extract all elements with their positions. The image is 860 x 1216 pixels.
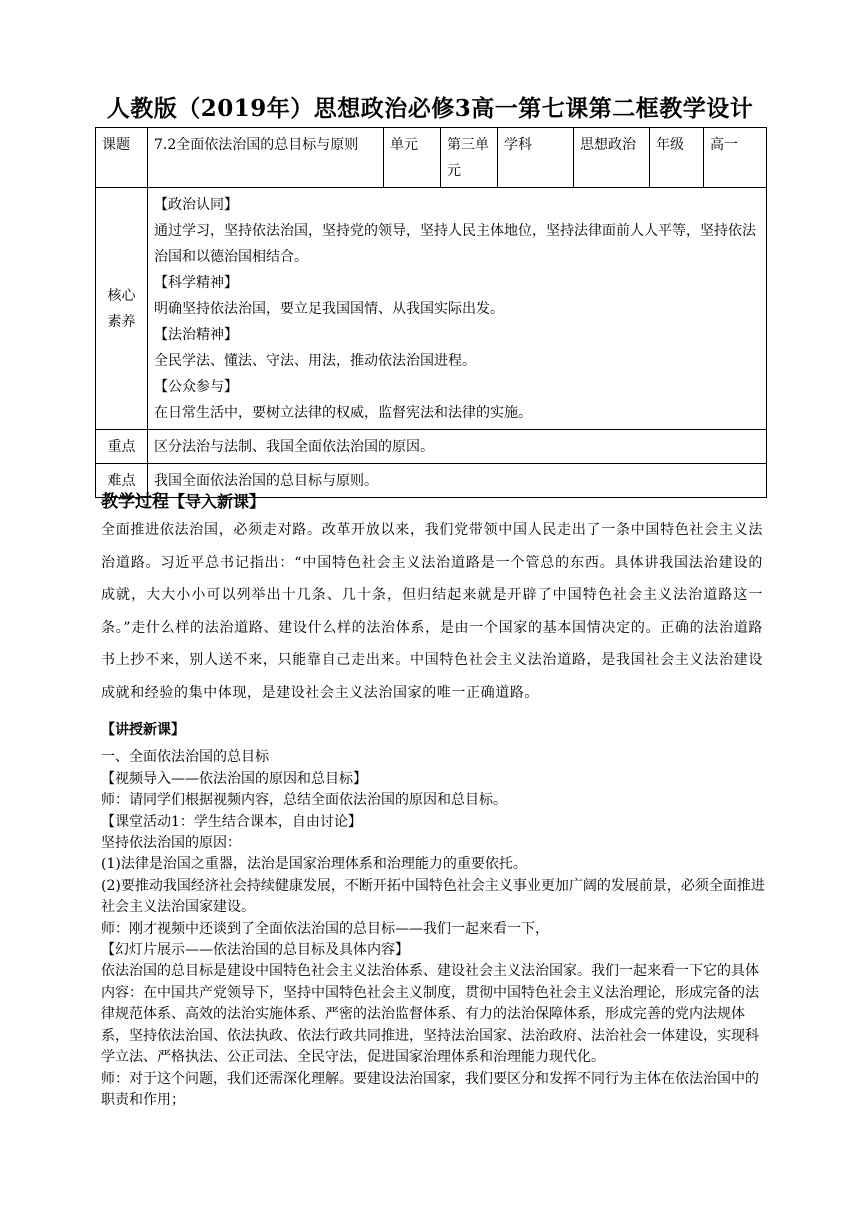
unit-value: 第三单元 [441,128,498,188]
lecture-paragraph: 依法治国的总目标是建设中国特色社会主义法治体系、建设社会主义法治国家。我们一起来看一下它的具体内容：在中国共产党领导下，坚持中国特色社会主义制度，贯彻中国特色社会主义法治理论，形成完备的法律规范体系、高效的法治实施体系、严密的法治监督体系、有力的法治保障体系，形成完善的党内法规体系，坚持依法治国、依法执政、依法行政共同推进，坚持法治国家、法治政府、法治社会一体建设，实现科学立法、严格执法、公正司法、全民守法，促进国家治理体系和治理能力现代化。 [101,963,759,1066]
core-text: 通过学习，坚持依法治国，坚持党的领导，坚持人民主体地位，坚持法律面前人人平等，坚持依法治国和以德治国相结合。 [154,223,756,265]
lecture-paragraph: 师：请同学们根据视频内容，总结全面依法治国的原因和总目标。 [101,792,507,809]
lecture-paragraph: 坚持依法治国的原因： [101,835,241,852]
table-row [96,128,767,188]
label-difficult-point: 难点 [96,464,148,498]
table-row [96,188,767,430]
core-text: 明确坚持依法治国，要立足我国国情、从我国实际出发。 [154,301,504,317]
subject-value: 思想政治 [574,128,650,188]
intro-paragraph: 全面推进依法治国，必须走对路。改革开放以来，我们党带领中国人民走出了一条中国特色社会主义法治道路。习近平总书记指出：“中国特色社会主义法治道路是一个管总的东西。具体讲我国法治建设的成就，大大小小可以列举出十几条、几十条，但归结起来就是开辟了中国特色社会主义法治道路这一条。”走什么样的法治道路、建设什么样的法治体系，是由一个国家的基本国情决定的。正确的法治道路书上抄不来，别人送不来，只能靠自己走出来。中国特色社会主义法治道路，是我国社会主义法治建设成就和经验的集中体现，是建设社会主义法治国家的唯一正确道路。 [101,522,763,701]
core-heading: 【公众参与】 [154,379,238,395]
lecture-paragraph: 【课堂活动1：学生结合课本，自由讨论】 [101,813,362,830]
process-heading-main: 教学过程 [101,492,169,512]
process-heading [101,490,763,514]
lecture-paragraph: 师：刚才视频中还谈到了全面依法治国的总目标——我们一起来看一下， [101,920,549,937]
label-grade: 年级 [650,128,704,188]
lecture-paragraph: (2)要推动我国经济社会持续健康发展，不断开拓中国特色社会主义事业更加广阔的发展前景，必须全面推进社会主义法治国家建设。 [101,877,765,916]
core-text: 在日常生活中，要树立法律的权威，监督宪法和法律的实施。 [154,405,532,421]
label-core-literacy: 核心素养 [96,188,148,430]
lecture-paragraph: 师：对于这个问题，我们还需深化理解。要建设法治国家，我们要区分和发挥不同行为主体在依法治国中的职责和作用； [101,1070,759,1108]
lesson-info-table [95,127,767,498]
core-literacy-content [148,188,767,430]
key-point-text: 区分法治与法制、我国全面依法治国的原因。 [148,430,767,464]
label-unit: 单元 [384,128,441,188]
core-heading: 【科学精神】 [154,275,238,291]
table-row [96,430,767,464]
label-subject: 学科 [498,128,574,188]
core-heading: 【法治精神】 [154,327,238,343]
lecture-paragraph: 【视频导入——依法治国的原因和总目标】 [101,770,367,787]
document-title: 人教版（2019年）思想政治必修3高一第七课第二框教学设计 [106,95,754,122]
label-key-point: 重点 [96,430,148,464]
teaching-process-section [101,490,763,709]
grade-value: 高一 [704,128,767,188]
lecture-paragraph: 一、全面依法治国的总目标 [101,749,269,766]
label-topic: 课题 [96,128,148,188]
core-text: 全民学法、懂法、守法、用法，推动依法治国进程。 [154,353,476,369]
topic-value: 7.2全面依法治国的总目标与原则 [148,128,384,188]
lecture-paragraph: 【幻灯片展示——依法治国的总目标及具体内容】 [101,942,409,959]
process-heading-sub: 【导入新课】 [169,492,266,511]
core-heading: 【政治认同】 [154,197,238,213]
lecture-section [101,720,765,1111]
lecture-heading: 【讲授新课】 [101,722,185,738]
difficult-point-text: 我国全面依法治国的总目标与原则。 [148,464,767,498]
lecture-paragraph: (1)法律是治国之重器，法治是国家治理体系和治理能力的重要依托。 [101,856,527,873]
